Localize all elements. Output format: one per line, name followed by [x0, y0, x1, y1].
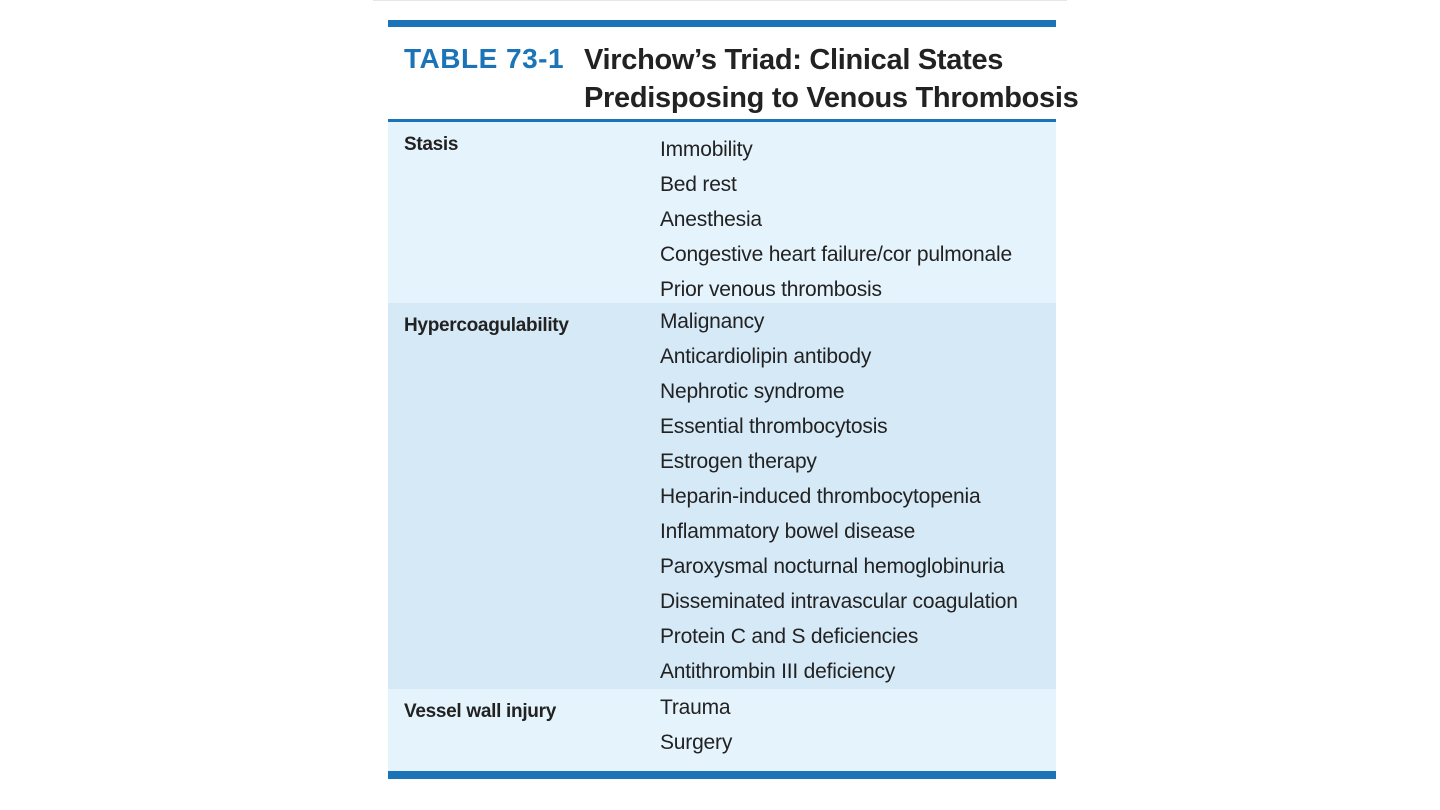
table-title-line-2: Predisposing to Venous Thrombosis [584, 82, 1079, 114]
category-label: Stasis [404, 134, 459, 155]
list-item: Bed rest [660, 173, 737, 196]
list-item: Anticardiolipin antibody [660, 345, 872, 368]
list-item: Trauma [660, 696, 731, 719]
list-item: Heparin-induced thrombocytopenia [660, 485, 981, 508]
table-title [584, 41, 1079, 117]
table-title-line-1: Virchow’s Triad: Clinical States [584, 44, 1004, 76]
list-item: Anesthesia [660, 208, 762, 231]
table-header [388, 27, 1079, 119]
list-item: Congestive heart failure/cor pulmonale [660, 243, 1012, 266]
list-item: Immobility [660, 138, 753, 161]
table-number: TABLE 73-1 [404, 43, 565, 74]
item-list [388, 689, 1056, 760]
list-item: Inflammatory bowel disease [660, 520, 916, 543]
list-item: Estrogen therapy [660, 450, 817, 473]
category-label: Vessel wall injury [404, 701, 556, 722]
top-rule [373, 0, 1067, 1]
table-row-group-hypercoagulability [388, 303, 1056, 689]
table-row-group-stasis [388, 122, 1056, 303]
category-label: Hypercoagulability [404, 315, 569, 336]
list-item: Malignancy [660, 310, 765, 333]
item-list [388, 303, 1056, 689]
list-item: Disseminated intravascular coagulation [660, 590, 1018, 613]
item-list [388, 122, 1056, 307]
table-row-group-vessel-wall-injury [388, 689, 1056, 771]
list-item: Paroxysmal nocturnal hemoglobinuria [660, 555, 1005, 578]
list-item: Nephrotic syndrome [660, 380, 845, 403]
table-top-bar [388, 20, 1056, 27]
list-item: Protein C and S deficiencies [660, 625, 919, 648]
list-item: Surgery [660, 731, 733, 754]
clinical-table [388, 20, 1079, 779]
list-item: Prior venous thrombosis [660, 278, 882, 301]
table-bottom-bar [388, 771, 1056, 779]
list-item: Essential thrombocytosis [660, 415, 888, 438]
list-item: Antithrombin III deficiency [660, 660, 896, 683]
